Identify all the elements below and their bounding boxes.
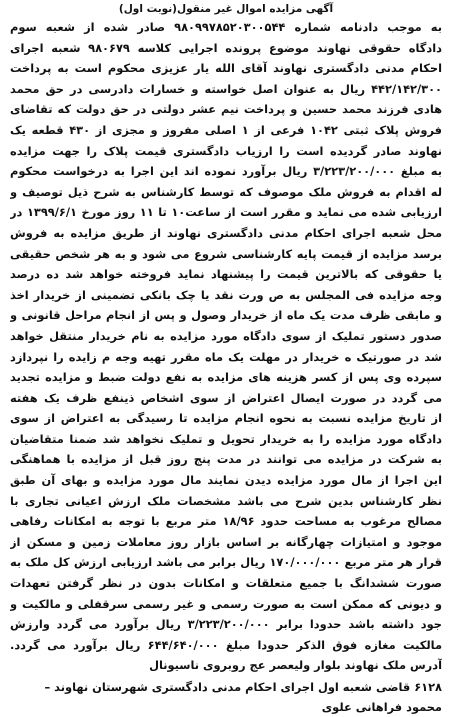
body-line: آدرس ملک نهاوند بلوار ولیعصر عج روبروی ناسیونال [149,658,442,673]
body-line: ۴۴۲/۱۴۲/۳۰۰ ریال به عنوان اصل خواسته و خسارات دادرسی در حق محمد [10,81,442,96]
body-line: فروش پلاک ثبتی ۱۰۴۲ فرعی از ۱ اصلی مفروز و مجزی از ۴۳۰ قطعه یک [10,122,442,137]
body-line: مصالح مرغوب به مساحت حدود ۱۸/۹۶ متر مربع با توجه به امکانات رفاهی [10,514,442,529]
body-line: محل شعبه اجرای احکام مدنی دادگستری نهاوند از طریق مزایده به فروش [10,225,442,240]
body-line: از تاریخ مزایده نسبت به نحوه انجام مزایده تا رسیدگی به اعتراض از سوی [10,411,442,426]
notice-title: آگهی مزایده اموال غیر منقول(نوبت اول) [118,3,334,15]
notice-footer [10,677,442,717]
body-line: مالکیت مغازه فوق الذکر حدودا مبلغ ۶۴۴/۶۴۰/۰۰۰ ریال برآورد می گردد. [10,637,442,652]
body-line: صدور دستور تملیک از سوی دادگاه مورد مزایده به نام خریدار منتقل خواهد [10,328,442,343]
body-line: یا حقوقی که بالاترین قیمت را پیشنهاد نماید فروخته خواهد شد ده درصد [10,267,442,282]
body-line: و دیونی که ممکن است به صورت رسمی و غیر رسمی سرقفلی و مالکیت و [10,596,442,611]
body-line: برسد مزایده از قیمت پایه کارشناسی شروع می شود و به هر شخص حقیقی [10,246,442,261]
body-line: احکام مدنی دادگستری نهاوند آقای الله یار عزیزی محکوم است به پرداخت [10,61,442,76]
body-line: به شرکت در مزایده می توانند در مدت پنج روز قبل از مزایده با هماهنگی [10,452,442,467]
body-line: و مابقی ظرف مدت یک ماه از خریدار وصول و پس از انجام مراحل قانونی و [10,308,442,323]
body-line: نظر کارشناس بدین شرح می باشد مشخصات ملک ارزش اعیانی تجاری با [10,493,442,508]
body-line: جود داشته باشد حدودا برابر ۳/۲۲۳/۲۰۰/۰۰۰ ریال برآورد می گردد وارزش [10,617,442,632]
notice-body [10,17,442,676]
body-line: هادی فرزند محمد حسین و پرداخت نیم عشر دولتی در حق دولت که تقاضای [10,102,442,117]
body-line: دادگاه مورد مزایده را به خریدار تحویل و تملیک نخواهد شد ضمنا متقاضیان [10,431,442,446]
body-line: وجه مزایده فی المجلس به ص ورت نقد یا چک بانکی تضمینی از خریدار اخذ [10,287,442,302]
body-line: قرار هر متر مربع ۱۷۰/۰۰۰/۰۰۰ ریال برابر می باشد ارزیابی ارزش کل ملک به [10,555,442,570]
body-line: له اقدام به فروش ملک موصوف که توسط کارشناس به شرح ذیل توصیف و [10,184,442,199]
body-line: صورت ششدانگ با جمیع متعلقات و امکانات بدون در نظر گرفتن تعهدات [10,576,442,591]
issuer-line: ۶۱۲۸ قاضی شعبه اول اجرای احکام مدنی دادگستری شهرستان نهاوند – [44,680,442,694]
body-line: ارزیابی شده می نماید و مقرر است از ساعت۱۰ تا ۱۱ روز مورخ ۱۳۹۹/۶/۱ در [10,205,442,220]
body-line: این اجرا از مال مورد مزایده دیدن نمایند مال مورد مزایده و بهای آن طبق [10,473,442,488]
body-line: دادگاه حقوقی نهاوند موضوع پرونده اجرایی کلاسه ۹۸۰۶۷۹ شعبه اجرای [10,40,442,55]
body-line: نهاوند صادر گردیده است را ارزیاب دادگستری قیمت پلاک را جهت مزایده [10,143,442,158]
body-line: به موجب دادنامه شماره ۹۸۰۹۹۷۸۵۲۰۳۰۰۵۴۴ صادر شده از شعبه سوم [10,20,442,34]
body-line: سپرده وی پس از کسر هزینه های مزایده به نفع دولت ضبط و مزایده تجدید [10,370,442,385]
body-line: شد در صورتیک ه خریدار در مهلت یک ماه مقرر تهیه وجه م زایده را نپردازد [10,349,442,364]
signatory-name: محمود فراهانی علوی [321,700,442,714]
body-line: به مبلغ ۳/۲۲۳/۲۰۰/۰۰۰ ریال برآورد نموده اند این اجرا به درخواست محکوم [10,164,442,179]
body-line: می گردد در صورت ایصال اعتراض از سوی اشخاص ذینفع ظرف یک هفته [10,390,442,405]
body-line: موجود و امتیازات چهارگانه بر اساس بازار روز معاملات زمین و مسکن از [10,534,442,549]
